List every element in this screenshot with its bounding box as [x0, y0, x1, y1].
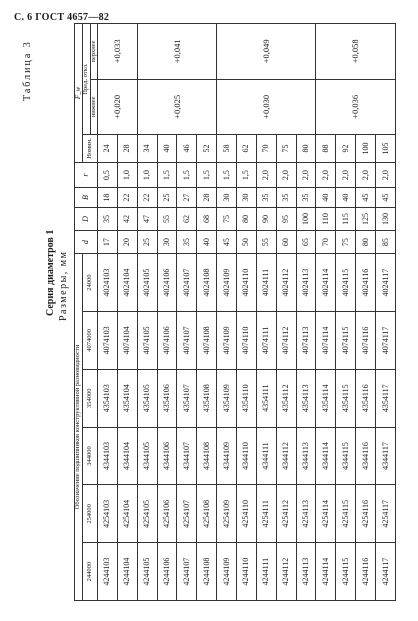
dimension-cell-d: 20	[117, 231, 137, 254]
designation-cell: 4254111	[256, 485, 276, 543]
designation-cell: 4344107	[177, 427, 197, 485]
dimension-cell-nom: 46	[177, 135, 197, 163]
designation-cell: 4254110	[237, 485, 257, 543]
designation-group-header: Обозначение подшипников конструктивной разновидности	[75, 254, 83, 601]
tolerance-lower-cell: +0,030	[217, 79, 316, 134]
dimension-cell-d: 80	[356, 231, 376, 254]
dimension-cell-r: 2,0	[376, 162, 396, 187]
designation-cell: 4254109	[217, 485, 237, 543]
dimension-cell-d: 17	[98, 231, 118, 254]
dimension-cell-d: 50	[237, 231, 257, 254]
type-header: 344000	[83, 427, 98, 485]
designation-cell: 4354107	[177, 369, 197, 427]
designation-cell: 4074105	[137, 312, 157, 370]
dimension-cell-d: 60	[276, 231, 296, 254]
dimension-cell-d: 30	[157, 231, 177, 254]
table-head	[75, 24, 98, 601]
dimension-cell-D: 35	[98, 207, 118, 230]
designation-cell: 4244114	[316, 543, 336, 601]
designation-cell: 4074107	[177, 312, 197, 370]
upper-header: верхнее	[90, 24, 98, 80]
designation-cell: 4254113	[296, 485, 316, 543]
designation-cell: 4344112	[276, 427, 296, 485]
designation-cell: 4074112	[276, 312, 296, 370]
designation-cell: 4024103	[98, 254, 118, 312]
dimension-cell-r: 1,5	[217, 162, 237, 187]
table-body	[98, 24, 396, 601]
dimension-cell-nom: 40	[157, 135, 177, 163]
dimension-cell-B: 22	[117, 188, 137, 208]
designation-cell: 4344117	[376, 427, 396, 485]
designation-cell: 4344109	[217, 427, 237, 485]
dimension-cell-nom: 75	[276, 135, 296, 163]
designation-cell: 4074109	[217, 312, 237, 370]
designation-cell: 4024115	[336, 254, 356, 312]
designation-cell: 4344111	[256, 427, 276, 485]
table-caption: Таблица 3	[22, 40, 33, 101]
dimension-cell-r: 2,0	[296, 162, 316, 187]
designation-cell: 4344110	[237, 427, 257, 485]
dimension-cell-d: 45	[217, 231, 237, 254]
designation-cell: 4074117	[376, 312, 396, 370]
designation-cell: 4354108	[197, 369, 217, 427]
table-row	[217, 24, 237, 601]
designation-cell: 4024112	[276, 254, 296, 312]
dimension-cell-D: 90	[256, 207, 276, 230]
designation-cell: 4074103	[98, 312, 118, 370]
designation-cell: 4354115	[336, 369, 356, 427]
dimension-cell-D: 110	[316, 207, 336, 230]
dimension-cell-r: 1,0	[117, 162, 137, 187]
designation-cell: 4024110	[237, 254, 257, 312]
designation-cell: 4254107	[177, 485, 197, 543]
table-row	[316, 24, 336, 601]
dimension-cell-nom: 58	[217, 135, 237, 163]
dimension-cell-B: 35	[256, 188, 276, 208]
designation-cell: 4354114	[316, 369, 336, 427]
designation-cell: 4344104	[117, 427, 137, 485]
designation-cell: 4244107	[177, 543, 197, 601]
dimension-cell-B: 35	[296, 188, 316, 208]
dimension-cell-d: 75	[336, 231, 356, 254]
dimension-cell-D: 47	[137, 207, 157, 230]
col-B-header: B	[75, 188, 98, 208]
designation-cell: 4344103	[98, 427, 118, 485]
designation-cell: 4354103	[98, 369, 118, 427]
designation-cell: 4024104	[117, 254, 137, 312]
designation-cell: 4344105	[137, 427, 157, 485]
dimension-cell-r: 2,0	[276, 162, 296, 187]
dimension-cell-D: 55	[157, 207, 177, 230]
dimension-cell-r: 1,5	[177, 162, 197, 187]
dimension-cell-r: 2,0	[356, 162, 376, 187]
designation-cell: 4254116	[356, 485, 376, 543]
designation-cell: 4354110	[237, 369, 257, 427]
designation-cell: 4244112	[276, 543, 296, 601]
tolerance-upper-cell: +0,033	[98, 24, 138, 80]
designation-cell: 4244103	[98, 543, 118, 601]
designation-cell: 4344106	[157, 427, 177, 485]
series-caption: Серия диаметров 1	[45, 229, 56, 316]
tolerance-lower-cell: +0,020	[98, 79, 138, 134]
dimension-cell-B: 28	[197, 188, 217, 208]
dimension-cell-d: 40	[197, 231, 217, 254]
dimension-cell-D: 95	[276, 207, 296, 230]
dimension-cell-D: 68	[197, 207, 217, 230]
designation-cell: 4244109	[217, 543, 237, 601]
dimension-cell-nom: 70	[256, 135, 276, 163]
designation-cell: 4354117	[376, 369, 396, 427]
dimension-cell-B: 45	[376, 188, 396, 208]
designation-cell: 4024108	[197, 254, 217, 312]
dimension-cell-nom: 105	[376, 135, 396, 163]
designation-cell: 4244116	[356, 543, 376, 601]
designation-cell: 4254103	[98, 485, 118, 543]
dimension-cell-nom: 24	[98, 135, 118, 163]
designation-cell: 4254106	[157, 485, 177, 543]
dimension-cell-B: 40	[316, 188, 336, 208]
dimension-cell-r: 1,5	[237, 162, 257, 187]
designation-cell: 4074110	[237, 312, 257, 370]
dimension-cell-B: 35	[276, 188, 296, 208]
designation-cell: 4244115	[336, 543, 356, 601]
lower-header: нижнее	[90, 79, 98, 134]
designation-cell: 4244105	[137, 543, 157, 601]
designation-cell: 4254105	[137, 485, 157, 543]
tolerance-upper-cell: +0,041	[137, 24, 216, 80]
designation-cell: 4354112	[276, 369, 296, 427]
dimension-cell-nom: 80	[296, 135, 316, 163]
dimension-cell-d: 25	[137, 231, 157, 254]
dimension-cell-B: 25	[157, 188, 177, 208]
dimension-cell-B: 45	[356, 188, 376, 208]
type-header: 244000	[83, 543, 98, 601]
designation-cell: 4244110	[237, 543, 257, 601]
designation-cell: 4024117	[376, 254, 396, 312]
tolerance-lower-cell: +0,036	[316, 79, 396, 134]
dimension-cell-r: 2,0	[336, 162, 356, 187]
designation-cell: 4354106	[157, 369, 177, 427]
designation-cell: 4074108	[197, 312, 217, 370]
type-header: 24000	[83, 254, 98, 312]
pred-otkl-header: Пред. откл.	[83, 24, 91, 135]
dimension-cell-D: 125	[356, 207, 376, 230]
designation-cell: 4344116	[356, 427, 376, 485]
dimension-cell-d: 65	[296, 231, 316, 254]
designation-cell: 4254114	[316, 485, 336, 543]
designation-cell: 4024105	[137, 254, 157, 312]
dimension-cell-B: 18	[98, 188, 118, 208]
designation-cell: 4024114	[316, 254, 336, 312]
dimension-cell-D: 130	[376, 207, 396, 230]
dimension-cell-D: 42	[117, 207, 137, 230]
table-row	[98, 24, 118, 601]
designation-cell: 4344113	[296, 427, 316, 485]
designation-cell: 4244104	[117, 543, 137, 601]
designation-cell: 4074115	[336, 312, 356, 370]
col-r-header: r	[75, 162, 98, 187]
dimension-cell-r: 0,5	[98, 162, 118, 187]
dimension-cell-D: 80	[237, 207, 257, 230]
bearing-table	[74, 23, 396, 601]
designation-cell: 4344108	[197, 427, 217, 485]
designation-cell: 4074104	[117, 312, 137, 370]
tolerance-upper-cell: +0,049	[217, 24, 316, 80]
dimension-cell-D: 100	[296, 207, 316, 230]
designation-cell: 4244106	[157, 543, 177, 601]
dimension-cell-nom: 52	[197, 135, 217, 163]
units-caption: Размеры, мм	[58, 250, 69, 321]
type-header: 354000	[83, 369, 98, 427]
designation-cell: 4254117	[376, 485, 396, 543]
designation-cell: 4344115	[336, 427, 356, 485]
designation-cell: 4074106	[157, 312, 177, 370]
dimension-cell-D: 75	[217, 207, 237, 230]
designation-cell: 4074111	[256, 312, 276, 370]
designation-cell: 4024116	[356, 254, 376, 312]
nominal-header: Номин.	[83, 135, 98, 163]
designation-cell: 4254115	[336, 485, 356, 543]
table-row	[137, 24, 157, 601]
designation-cell: 4354113	[296, 369, 316, 427]
dimension-cell-d: 85	[376, 231, 396, 254]
page-header: С. 6 ГОСТ 4657—82	[14, 12, 110, 23]
dimension-cell-nom: 28	[117, 135, 137, 163]
type-header: 254000	[83, 485, 98, 543]
designation-cell: 4244108	[197, 543, 217, 601]
fw-group-header: F_w	[75, 24, 83, 163]
dimension-cell-B: 40	[336, 188, 356, 208]
designation-cell: 4074116	[356, 312, 376, 370]
dimension-cell-nom: 88	[316, 135, 336, 163]
dimension-cell-nom: 92	[336, 135, 356, 163]
dimension-cell-B: 27	[177, 188, 197, 208]
dimension-cell-d: 55	[256, 231, 276, 254]
designation-cell: 4024113	[296, 254, 316, 312]
dimension-cell-nom: 34	[137, 135, 157, 163]
dimension-cell-d: 35	[177, 231, 197, 254]
designation-cell: 4074113	[296, 312, 316, 370]
designation-cell: 4354109	[217, 369, 237, 427]
designation-cell: 4354104	[117, 369, 137, 427]
designation-cell: 4354111	[256, 369, 276, 427]
dimension-cell-nom: 62	[237, 135, 257, 163]
designation-cell: 4074114	[316, 312, 336, 370]
designation-cell: 4024111	[256, 254, 276, 312]
dimension-cell-r: 1,0	[137, 162, 157, 187]
designation-cell: 4344114	[316, 427, 336, 485]
col-D-header: D	[75, 207, 98, 230]
dimension-cell-r: 2,0	[256, 162, 276, 187]
designation-cell: 4354105	[137, 369, 157, 427]
type-header: 4074000	[83, 312, 98, 370]
col-d-header: d	[75, 231, 98, 254]
designation-cell: 4254108	[197, 485, 217, 543]
dimension-cell-B: 22	[137, 188, 157, 208]
designation-cell: 4244117	[376, 543, 396, 601]
designation-cell: 4024106	[157, 254, 177, 312]
dimension-cell-B: 30	[237, 188, 257, 208]
designation-cell: 4024107	[177, 254, 197, 312]
designation-cell: 4244111	[256, 543, 276, 601]
tolerance-lower-cell: +0,025	[137, 79, 216, 134]
designation-cell: 4244113	[296, 543, 316, 601]
dimension-cell-r: 1,5	[197, 162, 217, 187]
dimension-cell-B: 30	[217, 188, 237, 208]
designation-cell: 4354116	[356, 369, 376, 427]
dimension-cell-r: 1,5	[157, 162, 177, 187]
dimension-cell-d: 70	[316, 231, 336, 254]
dimension-cell-r: 2,0	[316, 162, 336, 187]
designation-cell: 4254104	[117, 485, 137, 543]
dimension-cell-nom: 100	[356, 135, 376, 163]
tolerance-upper-cell: +0,058	[316, 24, 396, 80]
dimension-cell-D: 115	[336, 207, 356, 230]
dimension-cell-D: 62	[177, 207, 197, 230]
designation-cell: 4254112	[276, 485, 296, 543]
designation-cell: 4024109	[217, 254, 237, 312]
